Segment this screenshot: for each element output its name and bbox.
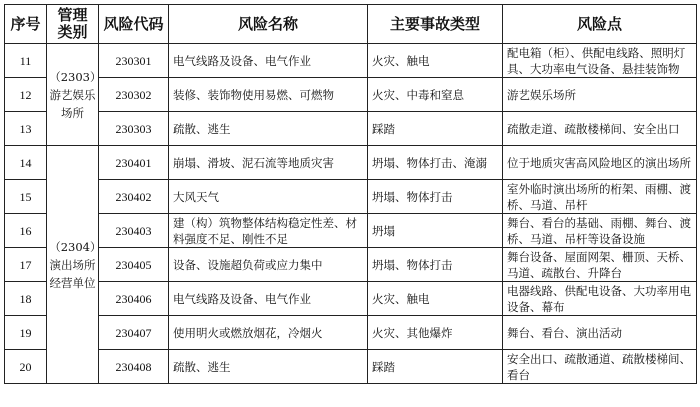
risk-name: 大风天气 bbox=[169, 180, 368, 214]
risk-point: 安全出口、疏散通道、疏散楼梯间、看台 bbox=[503, 350, 697, 384]
accident-type: 踩踏 bbox=[368, 350, 503, 384]
category-cell: （2304）演出场所经营单位 bbox=[47, 146, 99, 384]
accident-type: 火灾、中毒和窒息 bbox=[368, 78, 503, 112]
risk-name: 电气线路及设备、电气作业 bbox=[169, 44, 368, 78]
header-row bbox=[5, 5, 697, 44]
row-no: 12 bbox=[5, 78, 47, 112]
row-no: 13 bbox=[5, 112, 47, 146]
risk-code: 230406 bbox=[99, 282, 169, 316]
table-row bbox=[5, 180, 697, 214]
risk-code: 230303 bbox=[99, 112, 169, 146]
accident-type: 火灾、触电 bbox=[368, 282, 503, 316]
risk-name: 设备、设施超负荷或应力集中 bbox=[169, 248, 368, 282]
risk-table-container bbox=[4, 4, 697, 384]
risk-point: 配电箱（柜）、供配电线路、照明灯具、大功率电气设备、悬挂装饰物 bbox=[503, 44, 697, 78]
risk-code: 230301 bbox=[99, 44, 169, 78]
risk-code: 230405 bbox=[99, 248, 169, 282]
risk-table bbox=[4, 4, 697, 384]
risk-name: 使用明火或燃放烟花，冷烟火 bbox=[169, 316, 368, 350]
accident-type: 踩踏 bbox=[368, 112, 503, 146]
risk-code: 230408 bbox=[99, 350, 169, 384]
risk-code: 230402 bbox=[99, 180, 169, 214]
accident-type: 火灾、其他爆炸 bbox=[368, 316, 503, 350]
category-cell: （2303）游艺娱乐场所 bbox=[47, 44, 99, 146]
risk-name: 装修、装饰物使用易燃、可燃物 bbox=[169, 78, 368, 112]
risk-name: 建（构）筑物整体结构稳定性差、材料强度不足、刚性不足 bbox=[169, 214, 368, 248]
risk-code: 230401 bbox=[99, 146, 169, 180]
accident-type: 坍塌 bbox=[368, 214, 503, 248]
risk-point: 疏散走道、疏散楼梯间、安全出口 bbox=[503, 112, 697, 146]
header-accident: 主要事故类型 bbox=[368, 5, 503, 44]
accident-type: 火灾、触电 bbox=[368, 44, 503, 78]
risk-point: 位于地质灾害高风险地区的演出场所 bbox=[503, 146, 697, 180]
header-code: 风险代码 bbox=[99, 5, 169, 44]
risk-point: 舞台、看台的基础、雨棚、舞台、渡桥、马道、吊杆等设备设施 bbox=[503, 214, 697, 248]
table-row bbox=[5, 214, 697, 248]
header-point: 风险点 bbox=[503, 5, 697, 44]
row-no: 19 bbox=[5, 316, 47, 350]
risk-point: 电器线路、供配电设备、大功率用电设备、幕布 bbox=[503, 282, 697, 316]
row-no: 15 bbox=[5, 180, 47, 214]
risk-name: 崩塌、滑坡、泥石流等地质灾害 bbox=[169, 146, 368, 180]
risk-point: 室外临时演出场所的桁架、雨棚、渡桥、马道、吊杆 bbox=[503, 180, 697, 214]
row-no: 18 bbox=[5, 282, 47, 316]
risk-point: 舞台设备、屋面网架、栅顶、天桥、马道、疏散台、升降台 bbox=[503, 248, 697, 282]
risk-name: 电气线路及设备、电气作业 bbox=[169, 282, 368, 316]
header-no: 序号 bbox=[5, 5, 47, 44]
table-row bbox=[5, 282, 697, 316]
row-no: 20 bbox=[5, 350, 47, 384]
risk-code: 230302 bbox=[99, 78, 169, 112]
accident-type: 坍塌、物体打击、淹溺 bbox=[368, 146, 503, 180]
risk-code: 230403 bbox=[99, 214, 169, 248]
row-no: 17 bbox=[5, 248, 47, 282]
table-row bbox=[5, 112, 697, 146]
header-category: 管理类别 bbox=[47, 5, 99, 44]
risk-name: 疏散、逃生 bbox=[169, 350, 368, 384]
table-row bbox=[5, 350, 697, 384]
risk-code: 230407 bbox=[99, 316, 169, 350]
accident-type: 坍塌、物体打击 bbox=[368, 248, 503, 282]
table-row bbox=[5, 316, 697, 350]
risk-point: 游艺娱乐场所 bbox=[503, 78, 697, 112]
table-row bbox=[5, 248, 697, 282]
row-no: 16 bbox=[5, 214, 47, 248]
table-row bbox=[5, 146, 697, 180]
table-row bbox=[5, 44, 697, 78]
table-row bbox=[5, 78, 697, 112]
risk-name: 疏散、逃生 bbox=[169, 112, 368, 146]
row-no: 11 bbox=[5, 44, 47, 78]
risk-point: 舞台、看台、演出活动 bbox=[503, 316, 697, 350]
accident-type: 坍塌、物体打击 bbox=[368, 180, 503, 214]
row-no: 14 bbox=[5, 146, 47, 180]
header-name: 风险名称 bbox=[169, 5, 368, 44]
